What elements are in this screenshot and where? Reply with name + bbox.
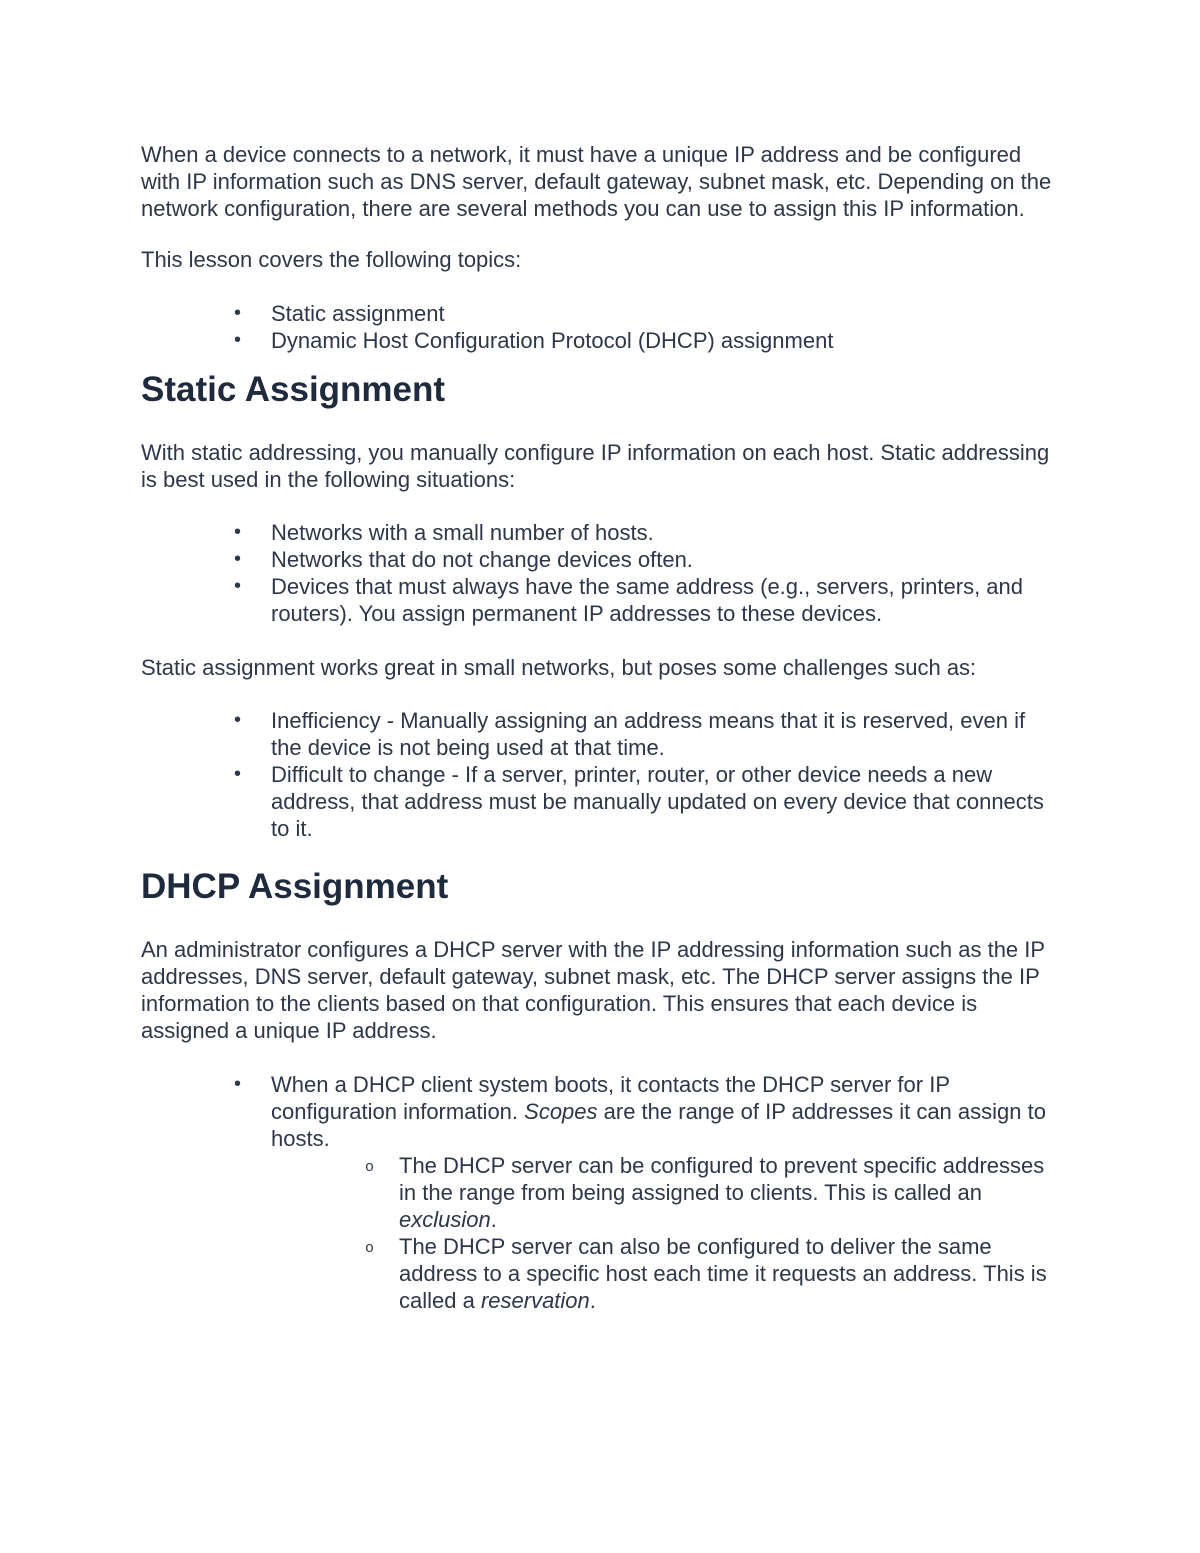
bullet-icon: • xyxy=(234,548,242,570)
emphasis-reservation: reservation xyxy=(480,1288,590,1313)
bullet-icon: • xyxy=(234,329,242,351)
list-item-text: Devices that must always have the same address (e.g., servers, printers, and routers). You assign permanent IP addresses to these devices. xyxy=(271,574,1023,626)
list-item-text: Difficult to change - If a server, printer, router, or other device needs a new address, that address must be manually updated on every device that connects to it. xyxy=(271,762,1044,841)
bullet-icon: • xyxy=(234,521,242,543)
dhcp-list xyxy=(141,1071,1061,1314)
emphasis-scopes: Scopes xyxy=(524,1099,598,1124)
sub-bullet-icon: o xyxy=(365,1159,375,1176)
sub-list-item xyxy=(365,1233,1061,1314)
text-run: The DHCP server can also be configured to deliver the same address to a specific host each time it requests an address. This is called a xyxy=(399,1234,1047,1313)
static-challenges-list xyxy=(141,707,1061,842)
text-run: When a DHCP client system boots, it contacts the DHCP server for IP configuration information. xyxy=(271,1072,950,1124)
list-item xyxy=(234,761,1061,842)
list-item xyxy=(234,300,1061,327)
dhcp-heading: DHCP Assignment xyxy=(141,867,449,906)
bullet-icon: • xyxy=(234,763,242,785)
bullet-icon: • xyxy=(234,1073,242,1095)
list-item-text: Static assignment xyxy=(271,301,445,326)
document-page xyxy=(141,141,1061,1314)
list-item xyxy=(234,573,1061,627)
list-item xyxy=(234,707,1061,761)
list-item xyxy=(234,519,1061,546)
sub-list-item xyxy=(365,1152,1061,1233)
sub-bullet-icon: o xyxy=(365,1240,375,1257)
text-run: The DHCP server can be configured to prevent specific addresses in the range from being assigned to clients. This is called an xyxy=(399,1153,1045,1205)
list-item-text: Networks with a small number of hosts. xyxy=(271,520,654,545)
list-item xyxy=(234,546,1061,573)
dhcp-paragraph: An administrator configures a DHCP server with the IP addressing information such as the IP addresses, DNS server, default gateway, subnet mask, etc. The DHCP server assigns the IP information to the clients based on that configuration. This ensures that each device is assigned a unique IP address. xyxy=(141,937,1045,1043)
text-run: are the range of IP addresses it can assign to hosts. xyxy=(271,1099,1046,1151)
intro-paragraph: When a device connects to a network, it must have a unique IP address and be configured with IP information such as DNS server, default gateway, subnet mask, etc. Depending on the network configuration, there are several methods you can use to assign this IP information. xyxy=(141,142,1052,221)
static-paragraph: With static addressing, you manually configure IP information on each host. Static addressing is best used in the following situations: xyxy=(141,440,1050,492)
list-item-text xyxy=(271,1072,1046,1151)
list-item-text: Inefficiency - Manually assigning an address means that it is reserved, even if the device is not being used at that time. xyxy=(271,708,1026,760)
text-run: . xyxy=(589,1288,596,1313)
static-situations-list xyxy=(141,519,1061,627)
emphasis-exclusion: exclusion xyxy=(399,1207,491,1232)
list-item xyxy=(234,1071,1061,1314)
bullet-icon: • xyxy=(234,709,242,731)
bullet-icon: • xyxy=(234,575,242,597)
topics-lead: This lesson covers the following topics: xyxy=(141,247,522,272)
list-item-text: Dynamic Host Configuration Protocol (DHCP) assignment xyxy=(271,328,834,353)
sub-list-item-text xyxy=(399,1153,1044,1232)
bullet-icon: • xyxy=(234,302,242,324)
static-heading: Static Assignment xyxy=(141,370,446,409)
list-item-text: Networks that do not change devices often. xyxy=(271,547,693,572)
sub-list-item-text xyxy=(399,1234,1047,1313)
text-run: . xyxy=(490,1207,497,1232)
static-challenges-lead: Static assignment works great in small networks, but poses some challenges such as: xyxy=(141,655,977,680)
dhcp-sublist xyxy=(271,1152,1061,1314)
list-item xyxy=(234,327,1061,354)
topics-list xyxy=(141,300,1061,354)
